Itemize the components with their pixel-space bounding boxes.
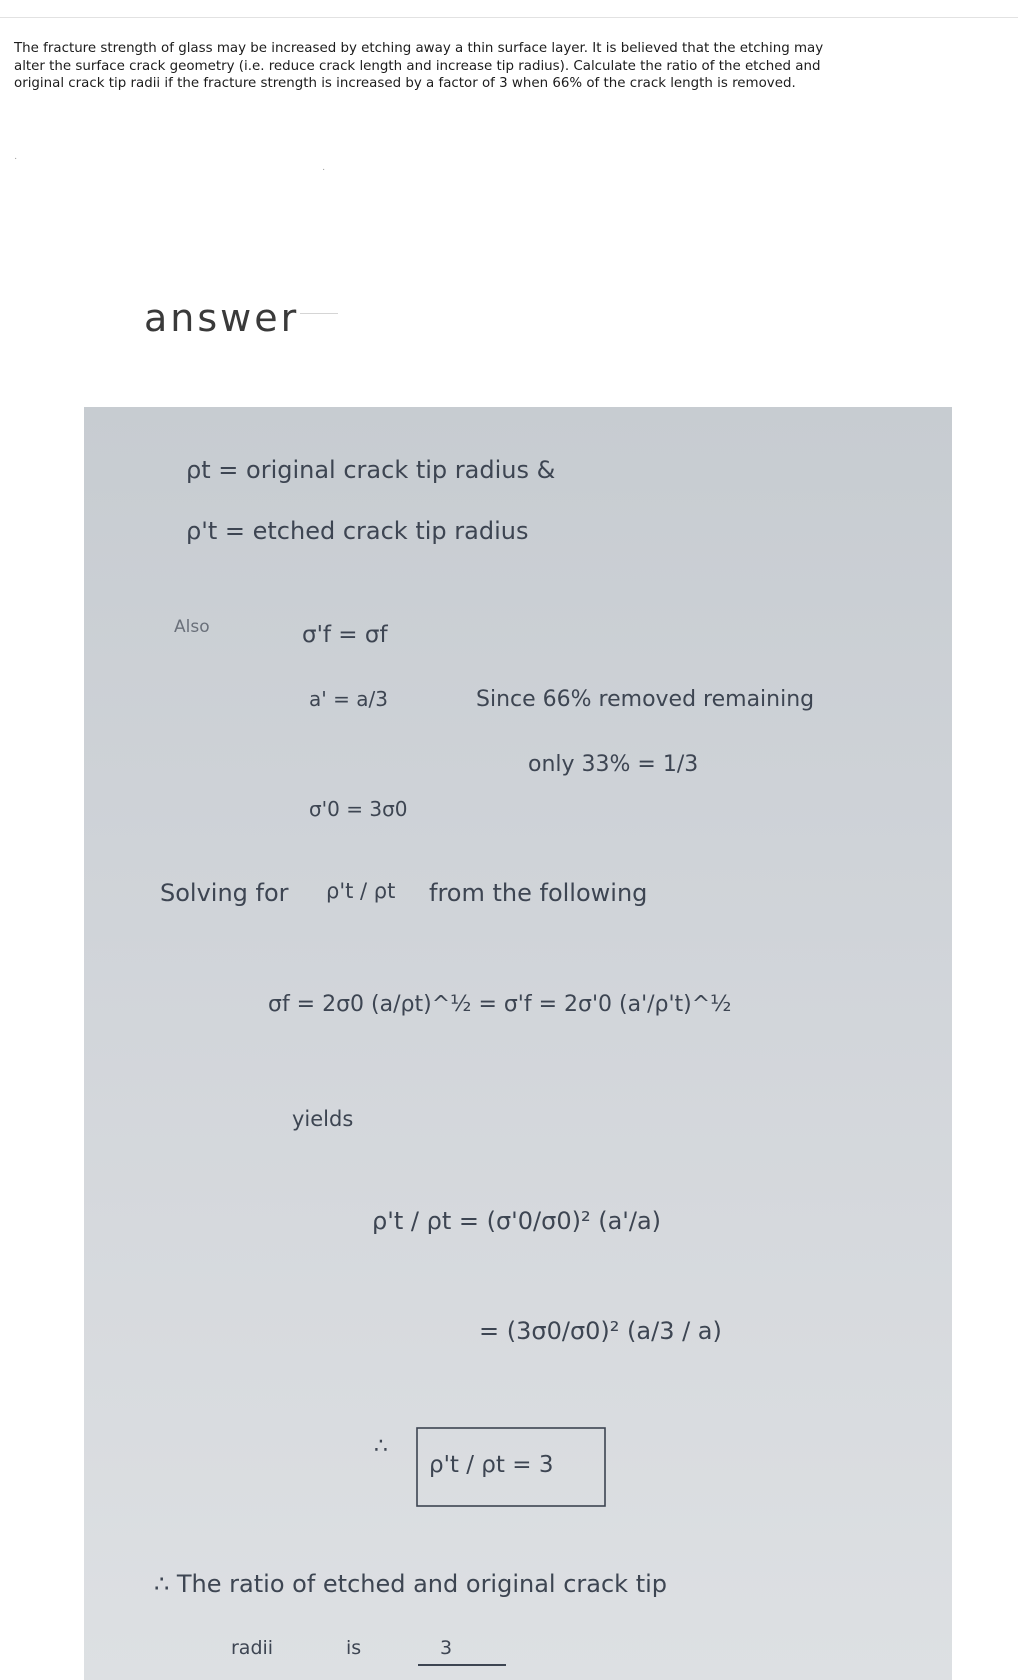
- conclusion-radii-label: radii: [231, 1637, 274, 1659]
- equation-crack-length: a' = a/3: [309, 687, 388, 711]
- therefore-symbol: ∴: [374, 1434, 388, 1459]
- question-line: original crack tip radii if the fracture strength is increased by a factor of 3 when 66% of the crack length is removed.: [14, 76, 796, 91]
- definition-etched-radius: ρ't = etched crack tip radius: [186, 517, 529, 545]
- ratio-equation-2: = (3σ0/σ0)² (a/3 / a): [479, 1317, 722, 1345]
- equation-applied-stress: σ'0 = 3σ0: [309, 797, 408, 821]
- solving-suffix: from the following: [429, 879, 648, 907]
- answer-heading: answer: [144, 296, 300, 340]
- equation-fracture-strength: σ'f = σf: [302, 622, 388, 648]
- question-line: alter the surface crack geometry (i.e. reduce crack length and increase tip radius). Calculate the ratio of the etched and: [14, 58, 821, 74]
- conclusion-is-label: is: [346, 1637, 362, 1659]
- stray-mark: ·: [14, 153, 18, 164]
- since-note: Since 66% removed remaining: [476, 687, 815, 712]
- answer-underline: [300, 313, 338, 314]
- main-equation: σf = 2σ0 (a/ρt)^½ = σ'f = 2σ'0 (a'/ρ't)^½: [268, 992, 732, 1017]
- handwritten-solution-photo: [84, 407, 952, 1680]
- stray-mark: ·: [322, 164, 326, 175]
- definition-original-radius: ρt = original crack tip radius &: [186, 456, 556, 484]
- ratio-equation-1: ρ't / ρt = (σ'0/σ0)² (a'/a): [372, 1207, 662, 1235]
- final-value: 3: [440, 1637, 453, 1659]
- solving-fraction: ρ't / ρt: [326, 879, 396, 903]
- solving-prefix: Solving for: [160, 879, 289, 907]
- boxed-result: ρ't / ρt = 3: [429, 1452, 554, 1478]
- conclusion-line-1: ∴ The ratio of etched and original crack tip: [154, 1570, 668, 1598]
- top-divider: [0, 17, 1018, 18]
- question-text: [14, 40, 894, 93]
- final-value-underline: [418, 1664, 506, 1666]
- also-label: Also: [174, 617, 210, 637]
- remaining-note: only 33% = 1/3: [528, 752, 699, 777]
- yields-label: yields: [292, 1107, 354, 1131]
- question-line: The fracture strength of glass may be increased by etching away a thin surface layer. It is believed that the etching may: [14, 41, 824, 56]
